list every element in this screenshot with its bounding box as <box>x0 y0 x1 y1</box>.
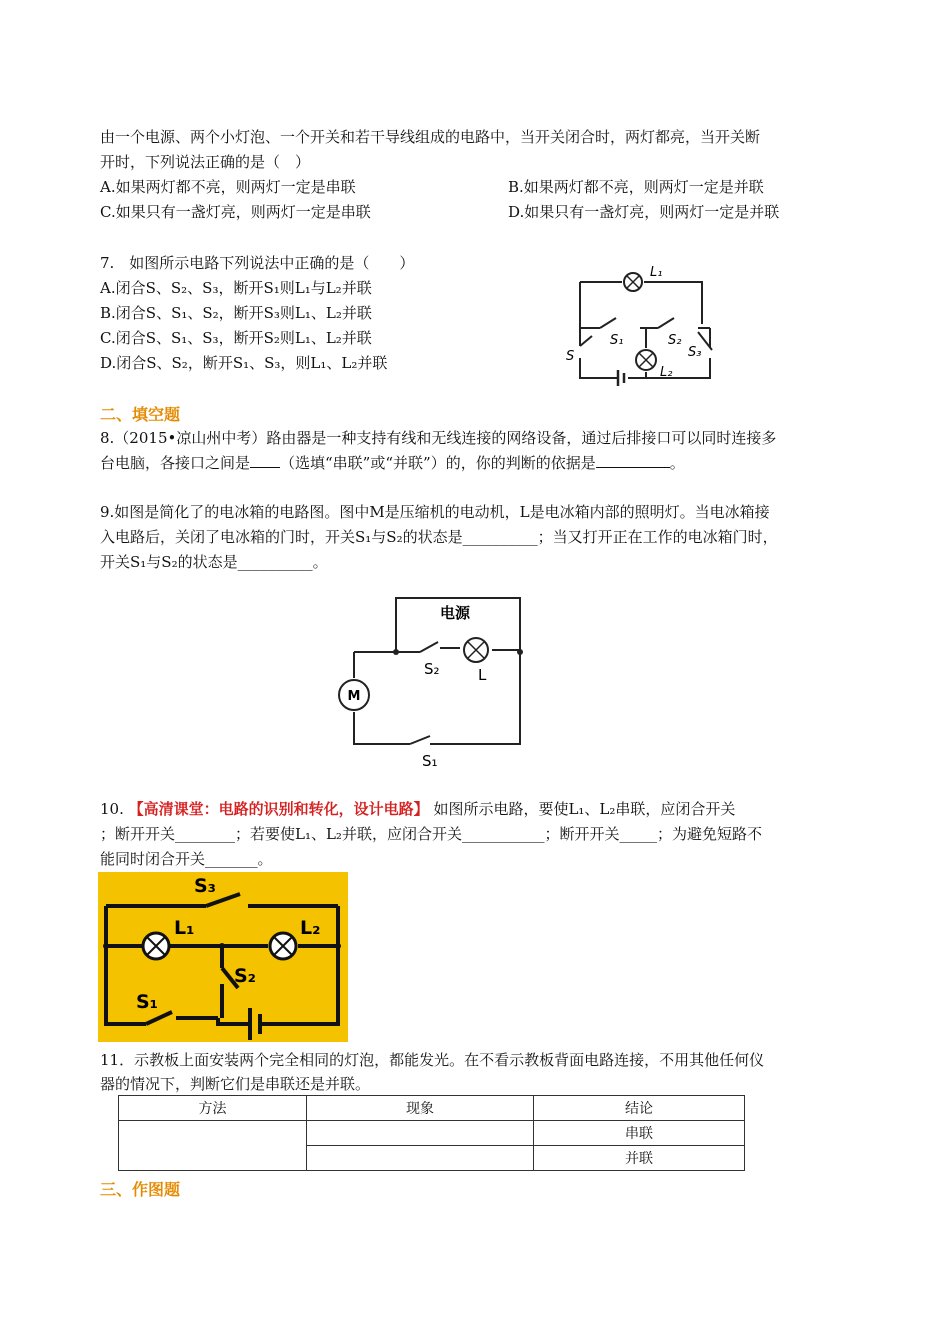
q10-text: 如图所示电路，要使L₁、L₂串联，应闭合开关 <box>433 800 736 818</box>
label-s1: S₁ <box>422 752 438 770</box>
q10-number: 10. <box>100 800 124 818</box>
q9-line3: 开关S₁与S₂的状态是__________。 <box>100 553 328 571</box>
q10-line3: 能同时闭合开关_______。 <box>100 850 273 868</box>
label-s2: S₂ <box>234 965 257 987</box>
table-row <box>119 1121 745 1146</box>
wire <box>580 282 702 324</box>
q7-option-b: B.闭合S、S₁、S₂，断开S₃则L₁、L₂并联 <box>100 304 372 322</box>
q7-option-d: D.闭合S、S₂，断开S₁、S₃，则L₁、L₂并联 <box>100 354 388 372</box>
label-l1: L₁ <box>650 265 663 280</box>
q9-line2: 入电路后，关闭了电冰箱的门时，开关S₁与S₂的状态是__________；当又打开正在工作的电冰箱门时， <box>100 528 778 546</box>
q9-line1: 9.如图是简化了的电冰箱的电路图。图中M是压缩机的电动机，L是电冰箱内部的照明灯。当电冰箱接 <box>100 503 770 521</box>
conclusion-cell: 串联 <box>534 1121 745 1146</box>
header-phenomenon: 现象 <box>307 1096 534 1121</box>
q8-line1: 8.（2015•凉山州中考）路由器是一种支持有线和无线连接的网络设备，通过后排接口可以同时连接多 <box>100 429 777 447</box>
switch-s1-lever <box>600 318 616 328</box>
label-power: 电源 <box>440 604 471 622</box>
q6-option-b: B.如果两灯都不亮，则两灯一定是并联 <box>508 178 764 196</box>
q6-stem-line1: 由一个电源、两个小灯泡、一个开关和若干导线组成的电路中，当开关闭合时，两灯都亮，当开关断 <box>100 128 761 146</box>
q11-line2: 器的情况下，判断它们是串联还是并联。 <box>100 1075 371 1093</box>
label-l2: L₂ <box>660 365 673 380</box>
label-l2: L₂ <box>300 917 321 939</box>
q6-option-a: A.如果两灯都不亮，则两灯一定是串联 <box>100 178 356 196</box>
section-title-drawing: 三、作图题 <box>100 1180 181 1199</box>
method-cell[interactable] <box>119 1121 307 1171</box>
label-s2: S₂ <box>424 660 440 678</box>
switch-s-lever <box>580 336 592 346</box>
label-s3: S₃ <box>194 875 217 897</box>
label-s3: S₃ <box>688 345 702 360</box>
q6-option-c: C.如果只有一盏灯亮，则两灯一定是串联 <box>100 203 371 221</box>
conclusion-cell: 并联 <box>534 1146 745 1171</box>
phenomenon-cell[interactable] <box>307 1146 534 1171</box>
label-s1: S₁ <box>610 333 624 348</box>
label-s2: S₂ <box>668 333 682 348</box>
q10-yellow-circuit <box>98 872 348 1042</box>
label-l1: L₁ <box>174 917 195 939</box>
switch-s2-lever <box>420 642 438 652</box>
q9-fridge-circuit <box>330 588 550 776</box>
label-l: L <box>478 666 487 684</box>
q8-text-a: 台电脑，各接口之间是 <box>100 454 251 472</box>
q6-option-d: D.如果只有一盏灯亮，则两灯一定是并联 <box>508 203 780 221</box>
q8-text-c: 。 <box>669 454 685 472</box>
q11-line1: 11．示教板上面安装两个完全相同的灯泡，都能发光。在不看示教板背面电路连接，不用其他任何仪 <box>100 1051 765 1069</box>
q7-circuit-diagram <box>562 262 732 390</box>
label-s1: S₁ <box>136 991 159 1013</box>
wire <box>354 648 520 652</box>
q6-stem-line2: 开时，下列说法正确的是（ ） <box>100 153 311 171</box>
q7-option-a: A.闭合S、S₂、S₃，断开S₁则L₁与L₂并联 <box>100 279 372 297</box>
header-conclusion: 结论 <box>534 1096 745 1121</box>
q11-answer-table <box>118 1095 745 1171</box>
q10-line1 <box>100 798 735 819</box>
switch-s1-lever <box>410 736 430 744</box>
q7-option-c: C.闭合S、S₁、S₃，断开S₂则L₁、L₂并联 <box>100 329 372 347</box>
battery-icon <box>618 370 624 386</box>
switch-s2-lever <box>658 318 674 328</box>
q8-text-b: （选填“串联”或“并联”）的，你的判断的依据是 <box>280 454 596 472</box>
q8-line2 <box>100 452 685 473</box>
q8-blank-1[interactable] <box>250 453 280 468</box>
header-method: 方法 <box>119 1096 307 1121</box>
label-s: S <box>566 349 575 364</box>
q8-blank-2[interactable] <box>596 453 670 468</box>
label-m: M <box>347 689 361 704</box>
table-header-row <box>119 1096 745 1121</box>
q10-tag: 【高清课堂：电路的识别和转化，设计电路】 <box>128 800 429 818</box>
q7-stem: 7. 如图所示电路下列说法中正确的是（ ） <box>100 254 415 272</box>
section-title-fill-blank: 二、填空题 <box>100 405 181 424</box>
phenomenon-cell[interactable] <box>307 1121 534 1146</box>
q10-line2: ；断开开关________；若要使L₁、L₂并联，应闭合开关___________；断开开关_____；为避免短路不 <box>100 825 762 843</box>
